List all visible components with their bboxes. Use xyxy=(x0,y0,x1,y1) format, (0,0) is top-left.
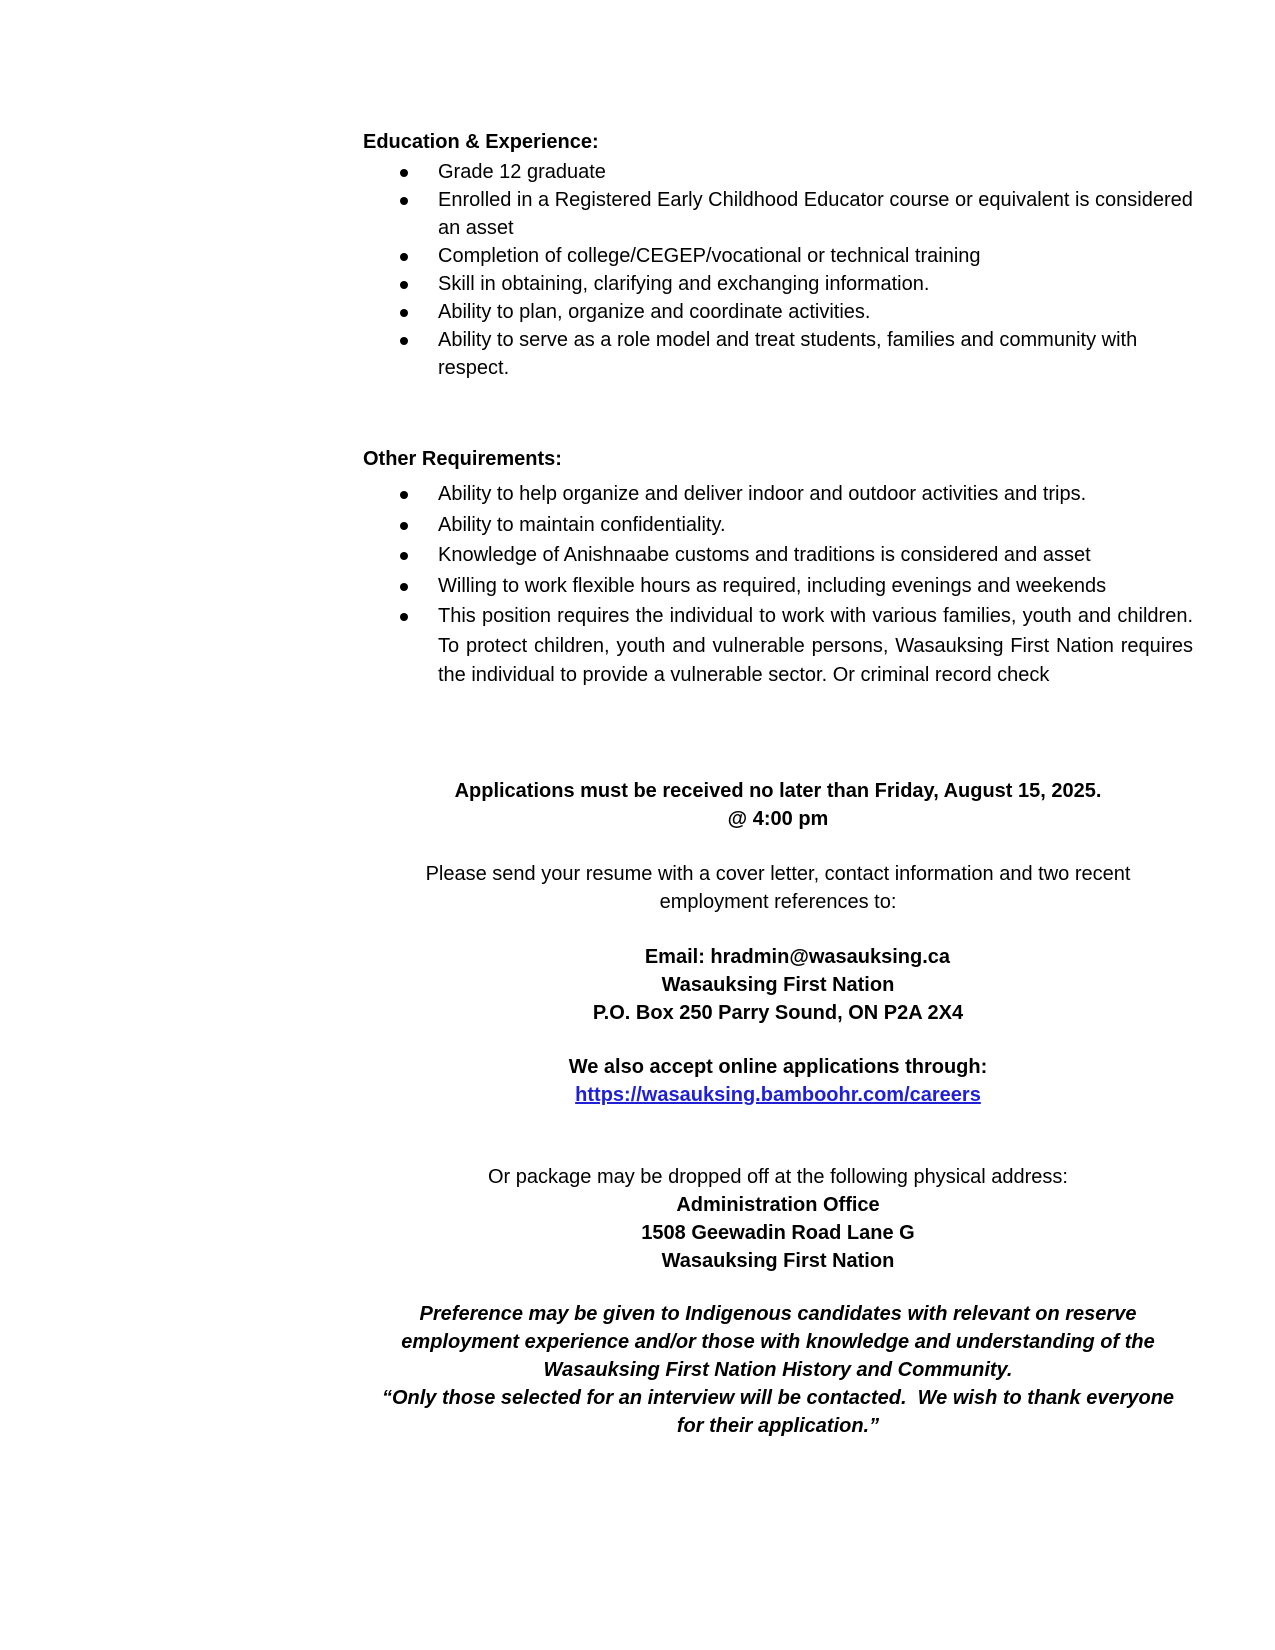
send-text-line: Please send your resume with a cover letter, contact information and two recent xyxy=(425,863,1131,885)
list-item-text: Completion of college/CEGEP/vocational or technical training xyxy=(438,245,981,267)
list-item-text: Ability to plan, organize and coordinate activities. xyxy=(438,301,871,323)
bullet-icon xyxy=(400,583,408,591)
dropoff-office: Administration Office xyxy=(676,1194,880,1216)
list-item-text: Grade 12 graduate xyxy=(438,161,606,183)
dropoff-street: 1508 Geewadin Road Lane G xyxy=(641,1222,915,1244)
preference-line: Wasauksing First Nation History and Community. xyxy=(543,1359,1013,1381)
list-item xyxy=(363,572,1193,602)
send-instructions xyxy=(363,860,1193,916)
list-item-text: Ability to serve as a role model and treat students, families and community with respect. xyxy=(438,329,1138,379)
deadline-text: Applications must be received no later than Friday, August 15, 2025. xyxy=(454,780,1102,802)
list-item-text: Ability to help organize and deliver indoor and outdoor activities and trips. xyxy=(438,483,1087,505)
list-item xyxy=(363,242,1193,270)
bullet-icon xyxy=(400,253,408,261)
contact-address: P.O. Box 250 Parry Sound, ON P2A 2X4 xyxy=(592,1002,964,1024)
list-item xyxy=(363,541,1193,571)
preference-line: Preference may be given to Indigenous candidates with relevant on reserve xyxy=(419,1303,1137,1325)
contact-organization: Wasauksing First Nation xyxy=(661,974,895,996)
list-item-text: Skill in obtaining, clarifying and exchanging information. xyxy=(438,273,930,295)
list-item-text: Ability to maintain confidentiality. xyxy=(438,513,726,536)
list-item xyxy=(363,298,1193,326)
list-item-text: Willing to work flexible hours as required, including evenings and weekends xyxy=(438,574,1107,597)
bullet-icon xyxy=(400,197,408,205)
list-item-text: Enrolled in a Registered Early Childhood Educator course or equivalent is considered an asset xyxy=(438,189,1193,239)
list-item xyxy=(363,511,1193,541)
send-text-line: employment references to: xyxy=(659,891,897,913)
dropoff-block xyxy=(363,1163,1193,1275)
bullet-icon xyxy=(400,309,408,317)
education-heading: Education & Experience: xyxy=(363,131,599,153)
bullet-icon xyxy=(400,522,408,530)
list-item xyxy=(363,602,1193,691)
bullet-icon xyxy=(400,169,408,177)
careers-link[interactable]: https://wasauksing.bamboohr.com/careers xyxy=(575,1084,981,1106)
list-item xyxy=(363,186,1193,242)
preference-note xyxy=(363,1300,1193,1440)
other-requirements-list xyxy=(363,480,1193,692)
bullet-icon xyxy=(400,491,408,499)
contact-block xyxy=(363,943,1193,1027)
dropoff-intro: Or package may be dropped off at the following physical address: xyxy=(488,1166,1068,1188)
online-applications xyxy=(363,1053,1193,1109)
bullet-icon xyxy=(400,281,408,289)
other-requirements-heading: Other Requirements: xyxy=(363,448,562,470)
application-deadline xyxy=(363,777,1193,833)
list-item-text: Knowledge of Anishnaabe customs and traditions is considered and asset xyxy=(438,544,1091,566)
bullet-icon xyxy=(400,613,408,621)
bullet-icon xyxy=(400,552,408,560)
deadline-time: @ 4:00 pm xyxy=(727,808,829,830)
list-item xyxy=(363,158,1193,186)
preference-line: employment experience and/or those with knowledge and understanding of the xyxy=(401,1331,1155,1353)
list-item-text: This position requires the individual to work with various families, youth and children. To protect children, youth and vulnerable persons, Wasauksing First Nation requires the individual to provide a vulnerable sector. Or criminal record check xyxy=(438,605,1193,686)
education-list xyxy=(363,158,1193,382)
online-label: We also accept online applications through: xyxy=(568,1056,988,1078)
list-item xyxy=(363,270,1193,298)
thank-you-line: for their application.” xyxy=(676,1415,880,1437)
thank-you-line: “Only those selected for an interview will be contacted. We wish to thank everyone xyxy=(381,1387,1175,1409)
contact-email: Email: hradmin@wasauksing.ca xyxy=(644,946,950,968)
list-item xyxy=(363,326,1193,382)
bullet-icon xyxy=(400,337,408,345)
list-item xyxy=(363,480,1193,510)
dropoff-nation: Wasauksing First Nation xyxy=(661,1250,895,1272)
